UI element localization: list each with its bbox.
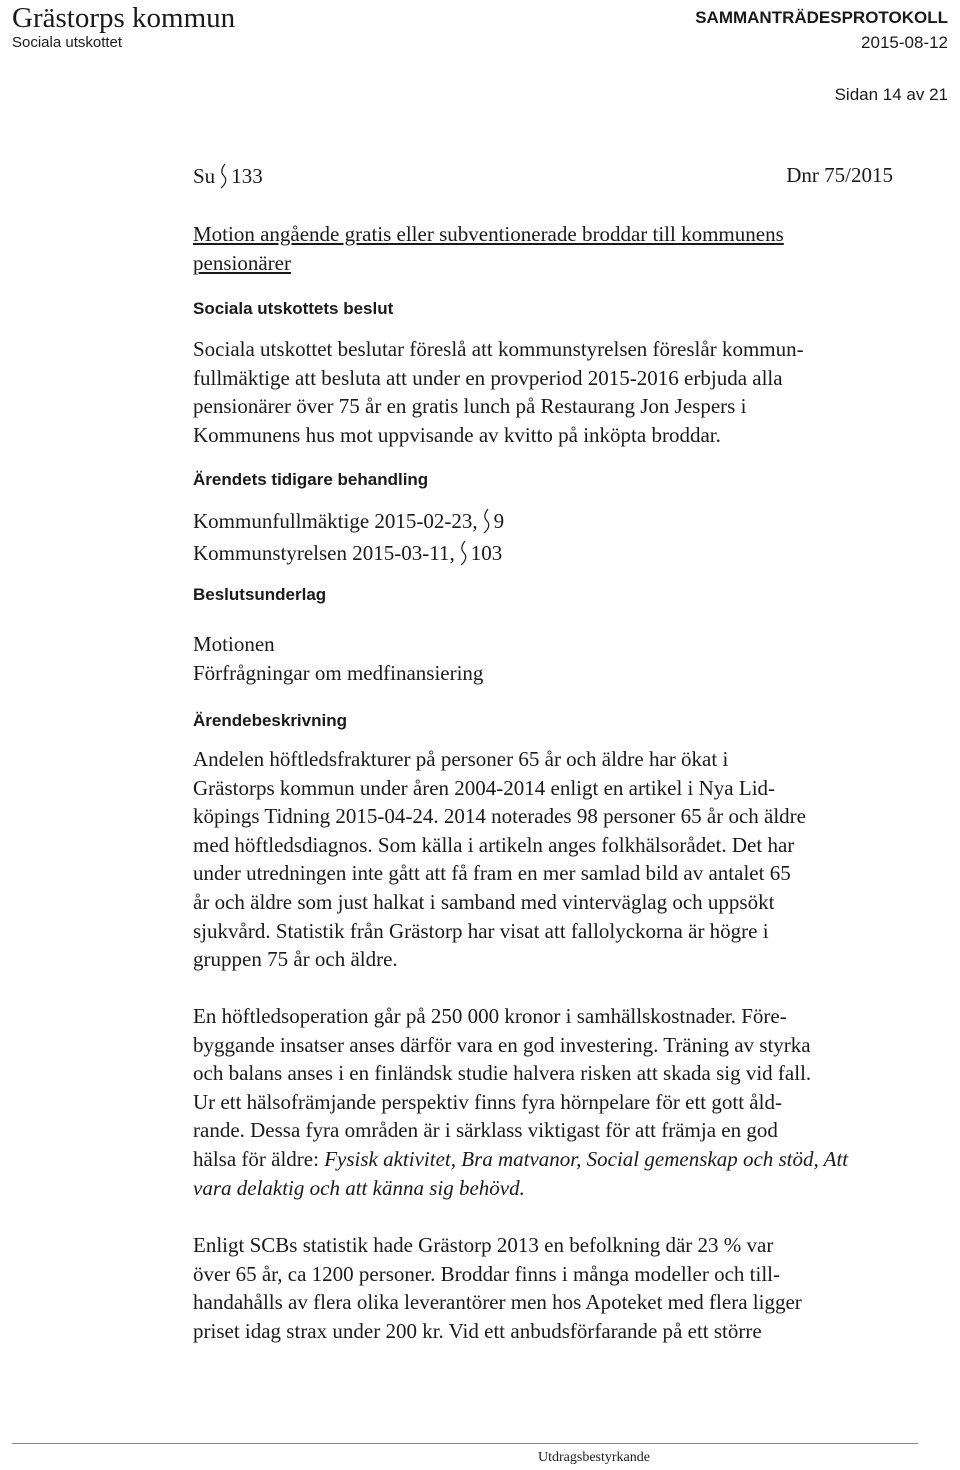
text-line: Andelen höftledsfrakturer på personer 65 år och äldre har ökat i — [193, 747, 729, 771]
basis-list — [193, 630, 915, 687]
text-line: över 65 år, ca 1200 personer. Broddar finns i många modeller och till- — [193, 1261, 780, 1286]
history-item: Kommunfullmäktige 2015-02-23, 9 — [193, 509, 505, 533]
description-paragraph-2 — [193, 1002, 915, 1202]
section-sign-icon — [459, 540, 467, 566]
description-paragraph-3 — [193, 1231, 915, 1345]
footer-divider — [12, 1443, 918, 1444]
text-line: Ur ett hälsofrämjande perspektiv finns fyra hörnpelare för ett gott åld- — [193, 1089, 782, 1114]
text-line: Kommunens hus mot uppvisande av kvitto på inköpta broddar. — [193, 422, 721, 447]
case-dnr: Dnr 75/2015 — [786, 163, 893, 187]
basis-item: Förfrågningar om medfinansiering — [193, 660, 484, 685]
text-italic: Fysisk aktivitet, Bra matvanor, Social gemenskap och stöd, Att — [324, 1146, 849, 1171]
footer-label: Utdragsbestyrkande — [538, 1450, 650, 1465]
decision-heading: Sociala utskottets beslut — [193, 299, 394, 318]
unit-name: Sociala utskottet — [12, 34, 123, 51]
text-line: under utredningen inte gått att få fram en mer samlad bild av antalet 65 — [193, 861, 791, 886]
description-heading: Ärendebeskrivning — [193, 711, 347, 730]
section-sign-icon — [482, 508, 490, 534]
text-line: gruppen 75 år och äldre. — [193, 947, 398, 972]
document-date: 2015-08-12 — [861, 33, 948, 52]
history-heading: Ärendets tidigare behandling — [193, 470, 429, 489]
text-line: Sociala utskottet beslutar föreslå att kommunstyrelsen föreslår kommun- — [193, 337, 804, 361]
text-line: En höftledsoperation går på 250 000 kronor i samhällskostnader. Före- — [193, 1004, 787, 1028]
text-line: priset idag strax under 200 kr. Vid ett anbudsförfarande på ett större — [193, 1318, 762, 1343]
case-title — [193, 220, 903, 278]
text-line: sjukvård. Statistik från Grästorp har visat att fallolyckorna är högre i — [193, 918, 769, 943]
text-line: köpings Tidning 2015-04-24. 2014 noterades 98 personer 65 år och äldre — [193, 804, 806, 829]
history-list — [193, 505, 915, 569]
description-paragraph-1 — [193, 745, 915, 974]
decision-text — [193, 335, 915, 449]
text-line: pensionärer över 75 år en gratis lunch på Restaurang Jon Jespers i — [193, 394, 747, 419]
organization-name: Grästorps kommun — [12, 2, 236, 34]
text-line: rande. Dessa fyra områden är i särklass viktigast för att främja en god — [193, 1118, 778, 1143]
text-line: och balans anses i en finländsk studie halvera risken att skada sig vid fall. — [193, 1061, 812, 1086]
basis-item: Motionen — [193, 632, 275, 656]
section-sign-icon — [219, 163, 227, 189]
case-number: 133 — [231, 164, 263, 188]
text-line: Grästorps kommun under åren 2004-2014 enligt en artikel i Nya Lid- — [193, 775, 776, 800]
history-item: Kommunstyrelsen 2015-03-11, 103 — [193, 541, 503, 565]
basis-heading: Beslutsunderlag — [193, 585, 327, 604]
case-title-line: Motion angående gratis eller subventionerade broddar till kommunens — [193, 222, 784, 246]
document-type: SAMMANTRÄDESPROTOKOLL — [695, 8, 948, 27]
text-line — [193, 1145, 915, 1174]
case-prefix: Su — [193, 164, 216, 188]
text-line: år och äldre som just halkat i samband med vinterväglag och uppsökt — [193, 889, 775, 914]
case-row — [193, 163, 893, 189]
text-line: med höftledsdiagnos. Som källa i artikeln anges folkhälsorådet. Det har — [193, 832, 795, 857]
text-plain: hälsa för äldre: — [193, 1146, 325, 1171]
case-title-line: pensionärer — [193, 251, 291, 275]
text-line — [193, 1174, 915, 1203]
text-italic: vara delaktig och att känna sig behövd. — [193, 1175, 525, 1200]
text-line: fullmäktige att besluta att under en provperiod 2015-2016 erbjuda alla — [193, 365, 783, 390]
text-line: byggande insatser anses därför vara en god investering. Träning av styrka — [193, 1032, 811, 1057]
text-line: Enligt SCBs statistik hade Grästorp 2013 en befolkning där 23 % var — [193, 1233, 774, 1257]
page-number: Sidan 14 av 21 — [834, 85, 948, 104]
text-line: handahålls av flera olika leverantörer men hos Apoteket med flera ligger — [193, 1290, 802, 1315]
